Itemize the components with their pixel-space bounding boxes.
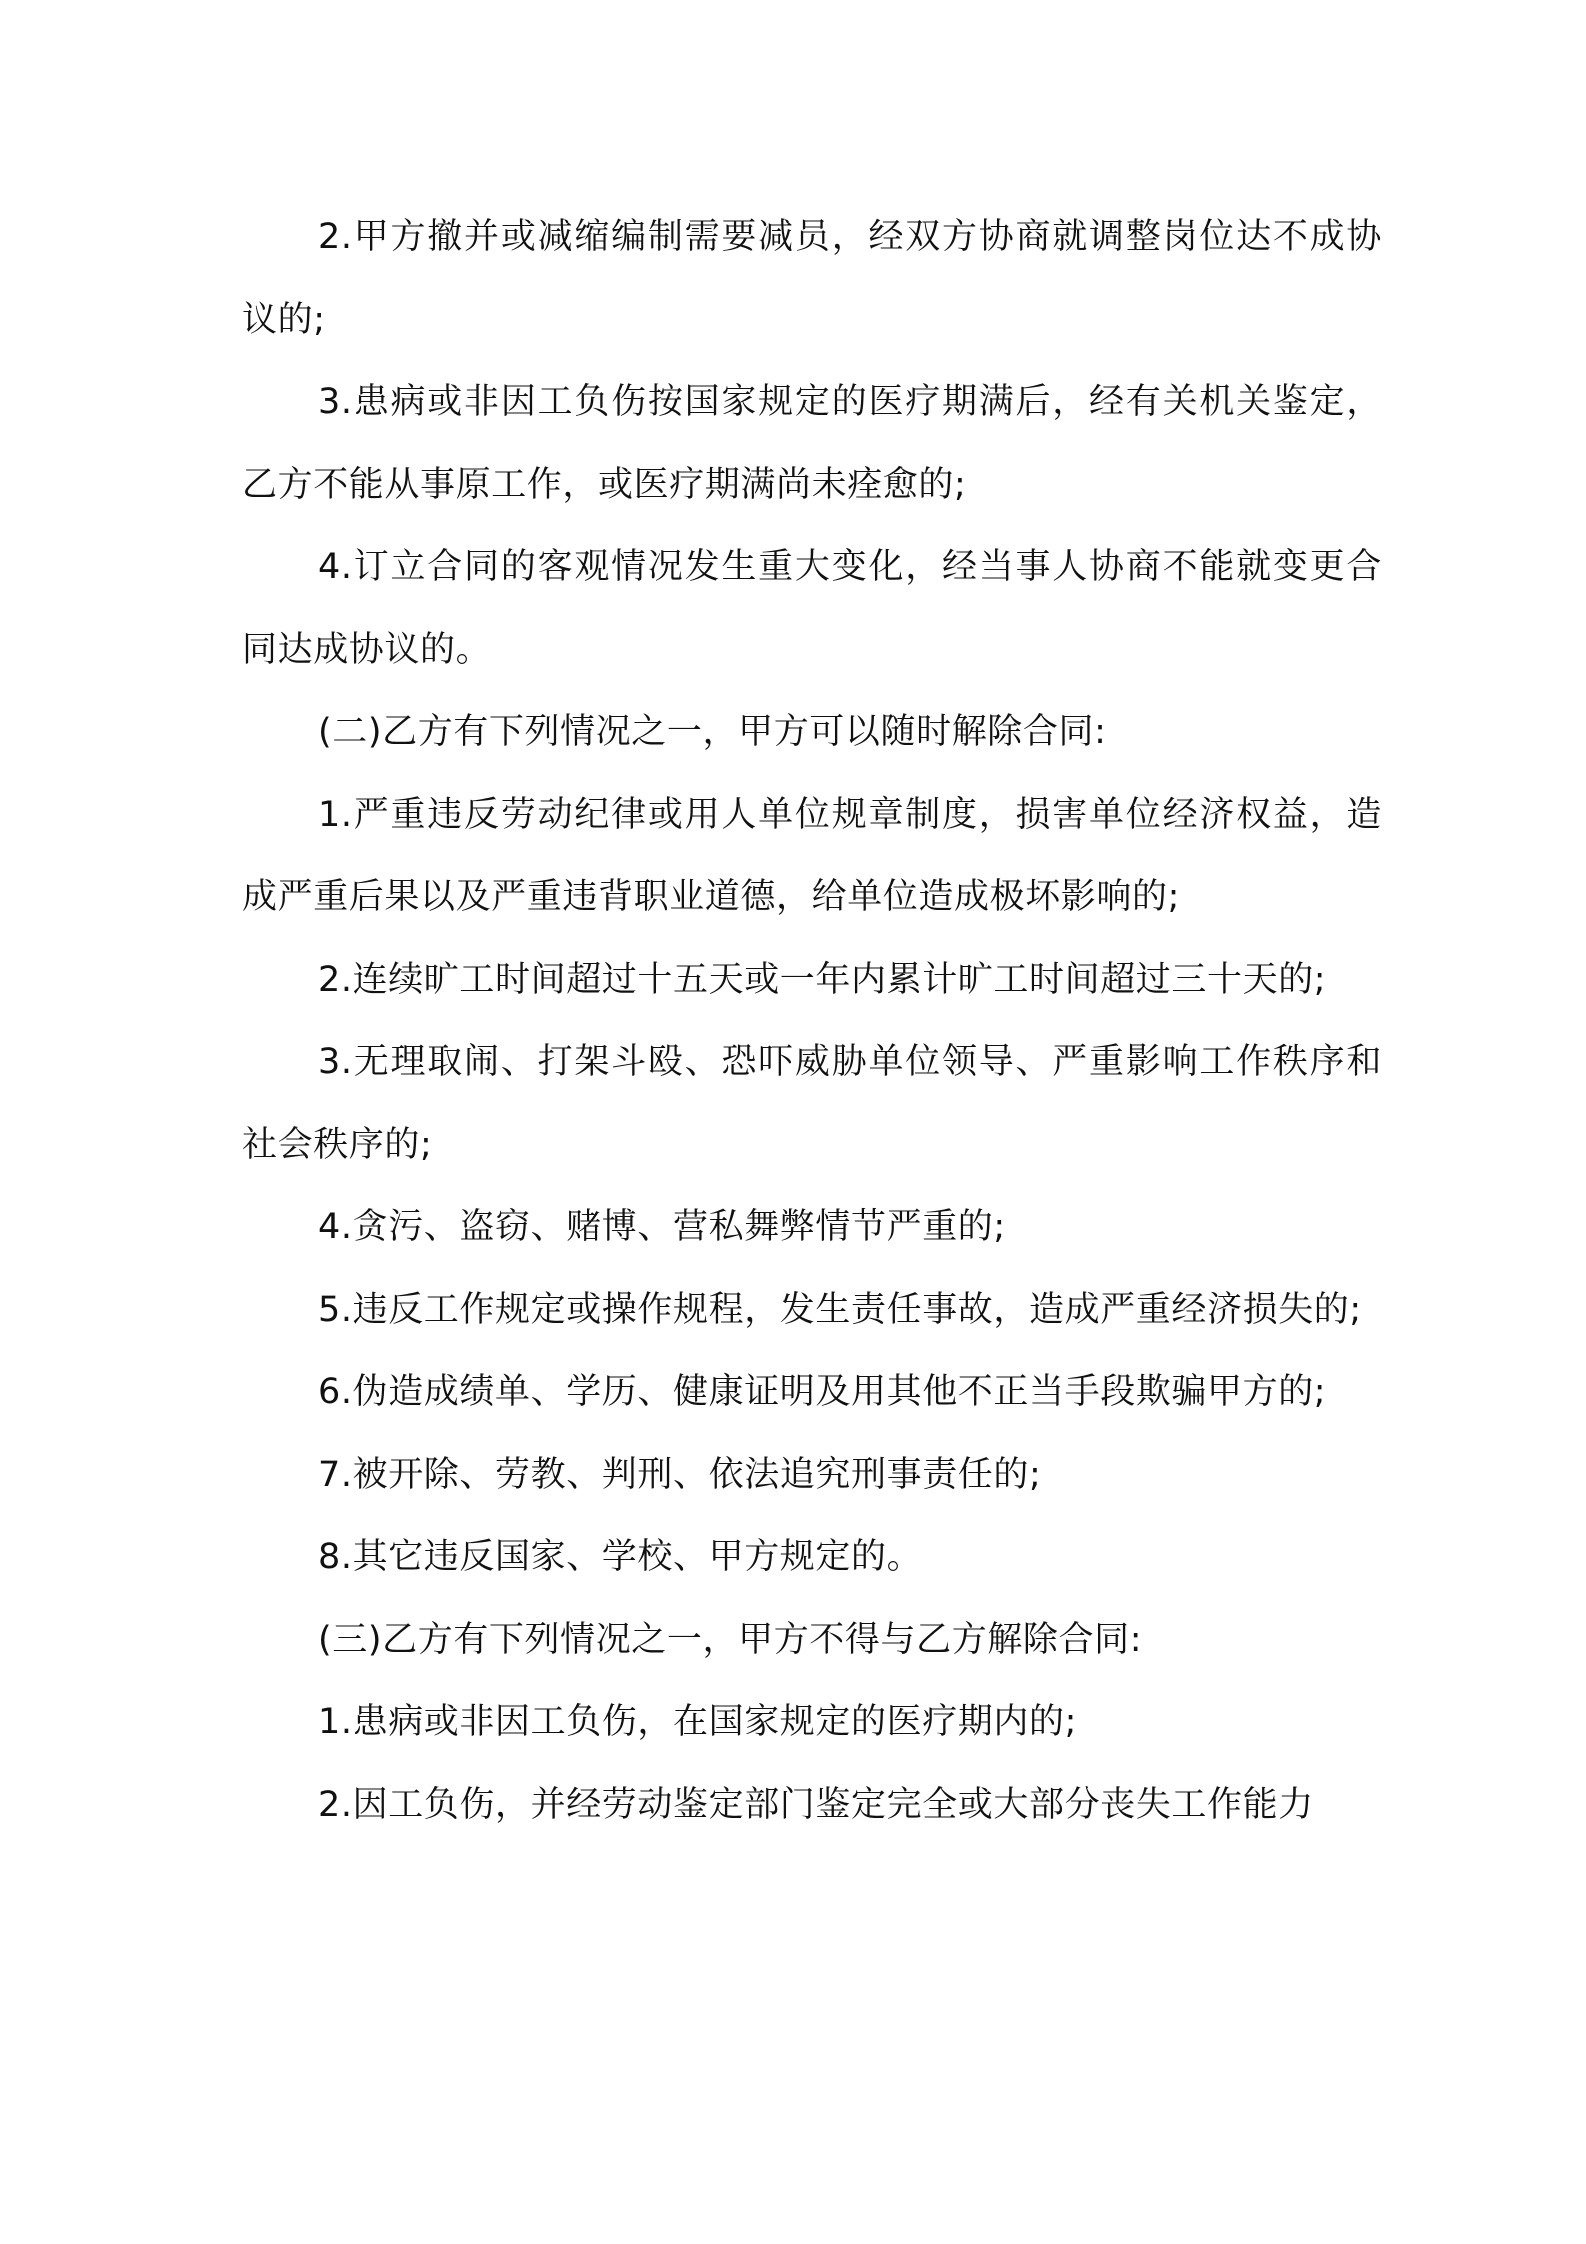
paragraph-8: 4.贪污、盗窃、赌博、营私舞弊情节严重的; (318, 1207, 1006, 1247)
paragraph-6: 2.连续旷工时间超过十五天或一年内累计旷工时间超过三十天的; (318, 959, 1327, 1000)
paragraph-1: 2.甲方撤并或减缩编制需要减员，经双方协商就调整岗位达不成协议的; (242, 217, 1382, 340)
paragraph-7: 3.无理取闹、打架斗殴、恐吓威胁单位领导、严重影响工作秩序和社会秩序的; (242, 1042, 1382, 1165)
paragraph-13: (三)乙方有下列情况之一，甲方不得与乙方解除合同: (318, 1619, 1143, 1660)
paragraph-12: 8.其它违反国家、学校、甲方规定的。 (318, 1537, 923, 1577)
paragraph-9: 5.违反工作规定或操作规程，发生责任事故，造成严重经济损失的; (318, 1289, 1362, 1330)
document-body (242, 196, 1382, 1846)
paragraph-11: 7.被开除、劳教、判刑、依法追究刑事责任的; (318, 1454, 1042, 1495)
paragraph-4: (二)乙方有下列情况之一，甲方可以随时解除合同: (318, 712, 1107, 752)
paragraph-5: 1.严重违反劳动纪律或用人单位规章制度，损害单位经济权益，造成严重后果以及严重违背职业道德，给单位造成极坏影响的; (242, 794, 1382, 917)
paragraph-10: 6.伪造成绩单、学历、健康证明及用其他不正当手段欺骗甲方的; (318, 1372, 1327, 1412)
paragraph-14: 1.患病或非因工负伤，在国家规定的医疗期内的; (318, 1702, 1077, 1742)
paragraph-15: 2.因工负伤，并经劳动鉴定部门鉴定完全或大部分丧失工作能力 (318, 1784, 1314, 1825)
paragraph-2: 3.患病或非因工负伤按国家规定的医疗期满后，经有关机关鉴定，乙方不能从事原工作，或医疗期满尚未痊愈的; (242, 382, 1382, 505)
paragraph-3: 4.订立合同的客观情况发生重大变化，经当事人协商不能就变更合同达成协议的。 (242, 547, 1382, 670)
